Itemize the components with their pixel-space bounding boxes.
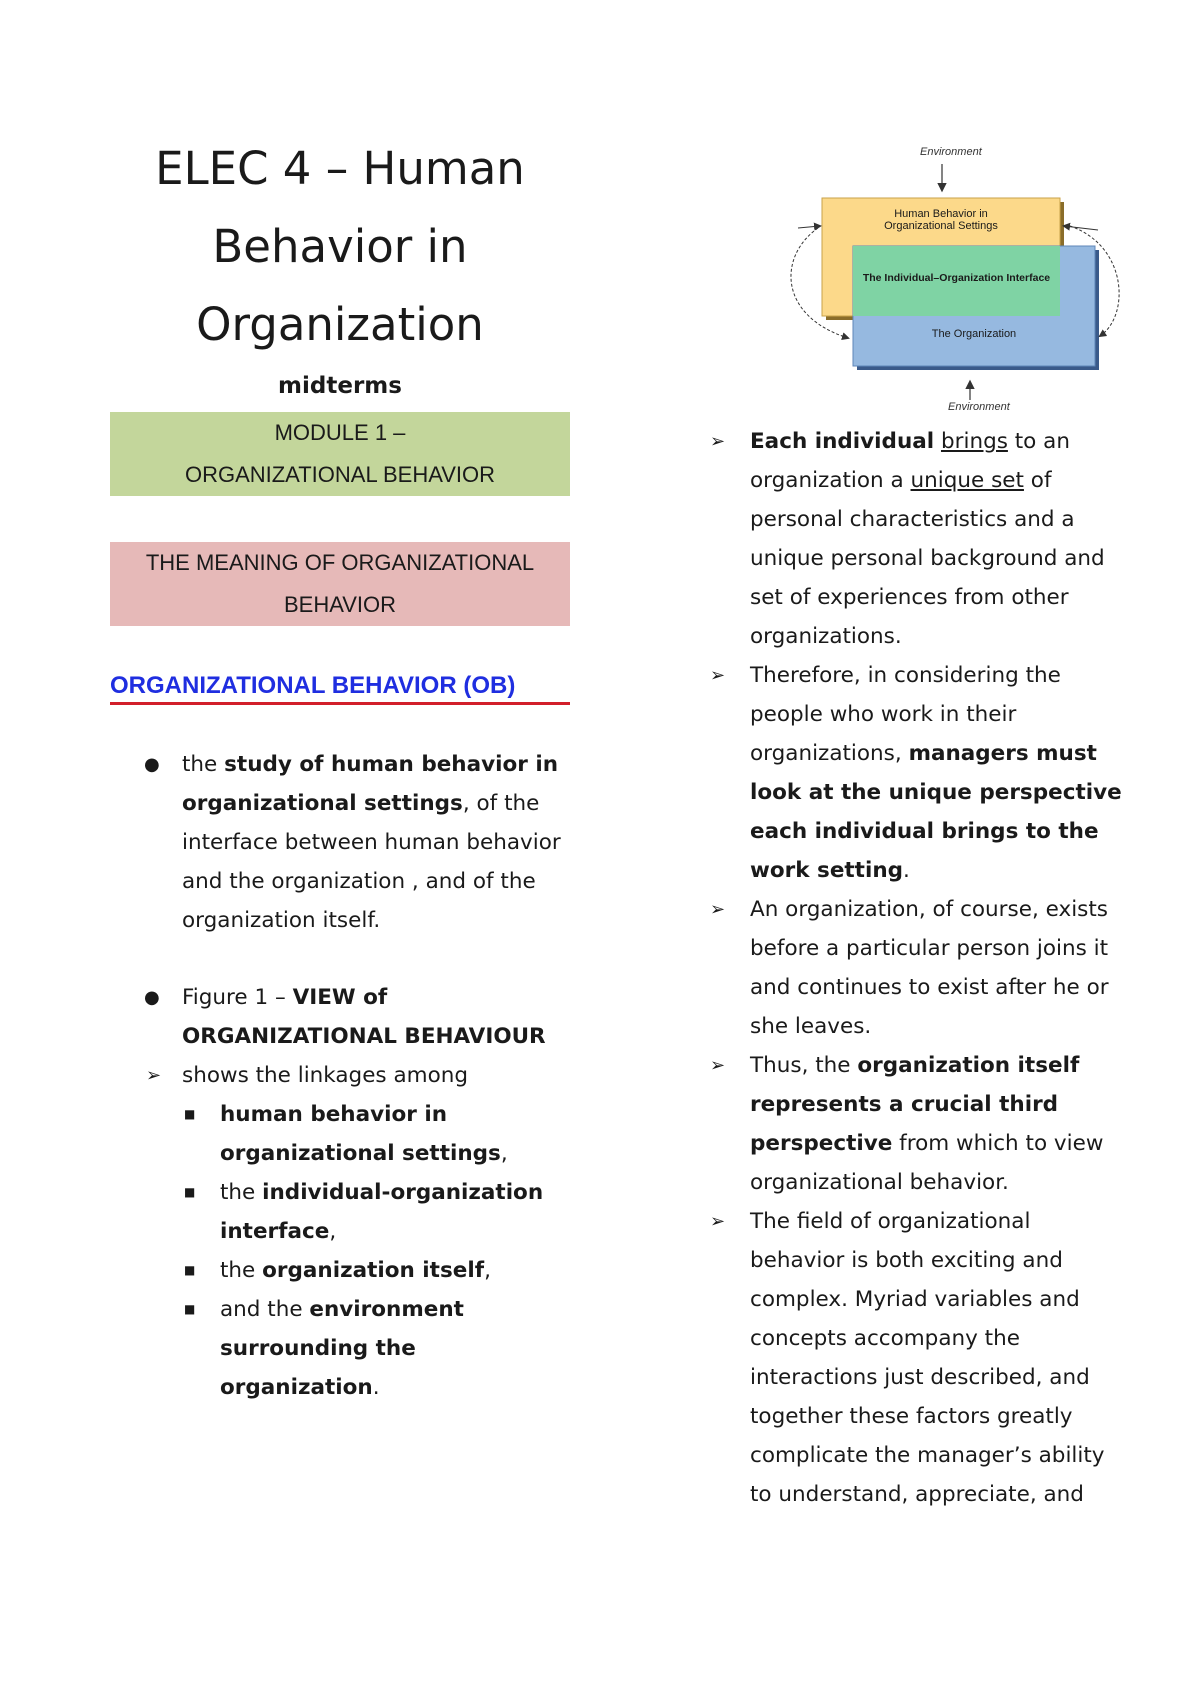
box1-line2: Organizational Settings: [884, 220, 998, 232]
r2-text-a: Therefore, in considering the people who work in their organizations,: [750, 663, 1061, 766]
r1-underline-a: brings: [940, 429, 1008, 454]
box-interface: The Individual–Organization Interface: [862, 272, 1051, 284]
bullet2-text: Figure 1 –: [182, 985, 293, 1010]
sub-bullet-text: shows the linkages among: [182, 1063, 468, 1088]
bullet1-bold: study of human behavior in organizational settings: [182, 752, 559, 816]
r4-text-a: Thus, the: [750, 1053, 858, 1078]
right-item-1: [710, 422, 1130, 656]
square-bullet-icon: ■: [184, 1107, 196, 1121]
ob-view-figure: [758, 146, 1138, 416]
linkage-post: .: [372, 1375, 380, 1400]
meaning-band-line1: THE MEANING OF ORGANIZATIONAL: [145, 550, 535, 575]
linkage-post: ,: [484, 1258, 491, 1283]
arrow-bullet-icon: ➢: [710, 665, 726, 686]
right-item-2: [710, 656, 1130, 890]
env-top-label: Environment: [920, 146, 982, 158]
module-band-line2: ORGANIZATIONAL BEHAVIOR: [184, 462, 496, 487]
linkage-pre: the: [220, 1258, 263, 1283]
r1-space: [934, 429, 941, 454]
arrow-bullet-icon: ➢: [710, 431, 726, 452]
module-band: [110, 412, 570, 496]
meaning-band: [110, 542, 570, 626]
r1-bold: Each individual: [750, 429, 935, 454]
env-bottom-label: Environment: [948, 401, 1010, 413]
linkage-post: ,: [329, 1219, 337, 1244]
right-column: [710, 130, 1130, 1514]
sub-bullet: [146, 1056, 570, 1095]
r1-underline-b: unique set: [910, 468, 1024, 493]
square-bullet-icon: ■: [184, 1263, 196, 1277]
r1-text-b: of personal characteristics and a unique personal background and set of experiences from other organizations.: [750, 468, 1105, 649]
left-column: [110, 130, 570, 1407]
linkage-post: ,: [500, 1141, 508, 1166]
title-line-3: Organization: [196, 298, 484, 351]
arrow-bullet-icon: ➢: [146, 1065, 162, 1086]
bullet1-text-b: , of the interface between human behavior and the organization , and of the organization itself.: [182, 791, 561, 933]
bullet-dot-icon: ●: [144, 987, 160, 1008]
bullet-list: [110, 745, 570, 1407]
r3-text: An organization, of course, exists before a particular person joins it and continues to exist after he or she leaves.: [750, 897, 1109, 1039]
arrow-bullet-icon: ➢: [710, 899, 726, 920]
document-title: [110, 130, 570, 404]
r2-text-b: .: [903, 858, 910, 883]
linkage-bold: human behavior in organizational settings: [220, 1102, 501, 1166]
title-line-2: Behavior in: [212, 220, 468, 273]
box-organization: The Organization: [931, 328, 1017, 340]
bullet-definition: [110, 745, 570, 940]
linkage-item: [110, 1173, 570, 1251]
ob-heading: ORGANIZATIONAL BEHAVIOR (OB): [110, 672, 570, 705]
square-bullet-icon: ■: [184, 1302, 196, 1316]
meaning-band-line2: BEHAVIOR: [283, 592, 397, 617]
linkage-bold: organization itself: [262, 1258, 485, 1283]
arrow-bullet-icon: ➢: [710, 1055, 726, 1076]
r4-text-b: from which to view organizational behavior.: [750, 1131, 1104, 1195]
linkage-bold: individual-organization interface: [220, 1180, 544, 1244]
bullet-dot-icon: ●: [144, 754, 160, 775]
linkage-pre: and the: [220, 1297, 310, 1322]
right-bullet-list: [710, 422, 1130, 1514]
subtitle: midterms: [278, 373, 402, 399]
r4-bold: organization itself represents a crucial third perspective: [750, 1053, 1080, 1156]
linkage-pre: the: [220, 1180, 263, 1205]
bullet1-text-a: the: [182, 752, 225, 777]
bullet-figure: [110, 978, 570, 1407]
right-item-3: [710, 890, 1130, 1046]
r5-text: The field of organizational behavior is both exciting and complex. Myriad variables and concepts accompany the interactions just described, and together these factors greatly complicate the manager’s ability to understand, appreciate, and: [750, 1209, 1105, 1507]
right-item-5: [710, 1202, 1130, 1514]
square-bullet-icon: ■: [184, 1185, 196, 1199]
right-item-4: [710, 1046, 1130, 1202]
bullet2-bold: VIEW of ORGANIZATIONAL BEHAVIOUR: [182, 985, 546, 1049]
r1-text-a: to an organization a: [750, 429, 1070, 493]
module-band-line1: MODULE 1 –: [274, 420, 406, 445]
linkage-bold: environment surrounding the organization: [220, 1297, 464, 1400]
box1-line1: Human Behavior in: [894, 208, 988, 220]
linkage-item: [110, 1251, 570, 1290]
r2-bold: managers must look at the unique perspective each individual brings to the work setting: [750, 741, 1122, 883]
title-line-1: ELEC 4 – Human: [155, 142, 525, 195]
box-human-behavior: [822, 208, 1060, 232]
linkage-item: [110, 1095, 570, 1173]
arrow-bullet-icon: ➢: [710, 1211, 726, 1232]
linkage-item: [110, 1290, 570, 1407]
